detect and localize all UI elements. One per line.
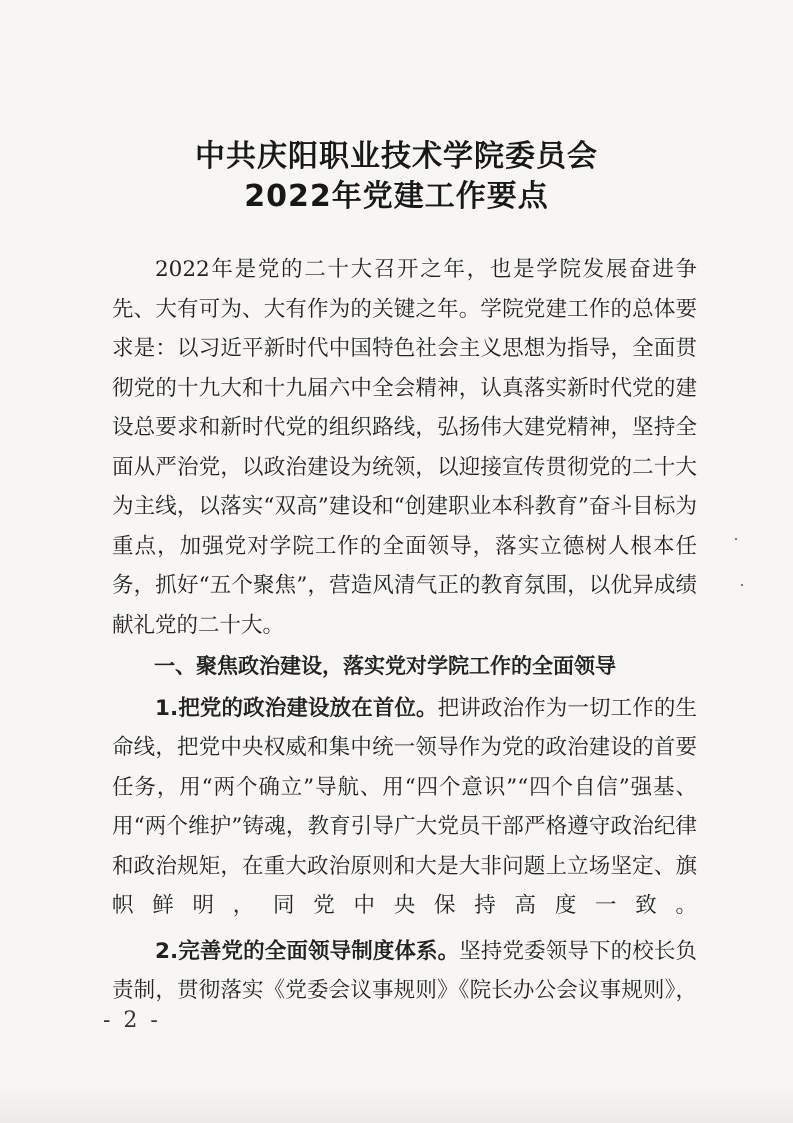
section1-item1-lead: 1.把党的政治建设放在首位。 [155,695,438,721]
section1-item2-lead: 2.完善党的全面领导制度体系。 [155,938,460,964]
section1-item2-paragraph [112,932,697,1011]
document-title-line1: 中共庆阳职业技术学院委员会 [195,139,598,174]
section1-item2-text: 坚持党委领导下的校长负责制，贯彻落实《党委会议事规则》《院长办公会议事规则》， [112,938,697,1003]
scan-speck [741,584,743,586]
section1-item1-paragraph [112,689,697,926]
document-title-line2: 2022年党建工作要点 [244,179,549,214]
scan-speck [735,538,737,540]
section1-item1-text: 把讲政治作为一切工作的生命线，把党中央权威和集中统一领导作为党的政治建设的首要任务，用“两个确立”导航、用“四个意识”“四个自信”强基、用“两个维护”铸魂，教育引导广大党员干部严格遵守政治纪律和政治规矩，在重大政治原则和大是大非问题上立场坚定、旗帜鲜明，同党中央保持高度一致。 [112,695,697,918]
document-body [112,250,697,1011]
scan-edge-shade [0,1085,793,1123]
intro-paragraph: 2022年是党的二十大召开之年，也是学院发展奋进争先、大有可为、大有作为的关键之年。学院党建工作的总体要求是：以习近平新时代中国特色社会主义思想为指导，全面贯彻党的十九大和十九届六中全会精神，认真落实新时代党的建设总要求和新时代党的组织路线，弘扬伟大建党精神，坚持全面从严治党，以政治建设为统领，以迎接宣传贯彻党的二十大为主线，以落实“双高”建设和“创建职业本科教育”奋斗目标为重点，加强党对学院工作的全面领导，落实立德树人根本任务，抓好“五个聚焦”，营造风清气正的教育氛围，以优异成绩献礼党的二十大。 [112,257,697,638]
page-number: - 2 - [103,1008,161,1033]
section-heading-1: 一、聚焦政治建设，落实党对学院工作的全面领导 [154,654,616,678]
